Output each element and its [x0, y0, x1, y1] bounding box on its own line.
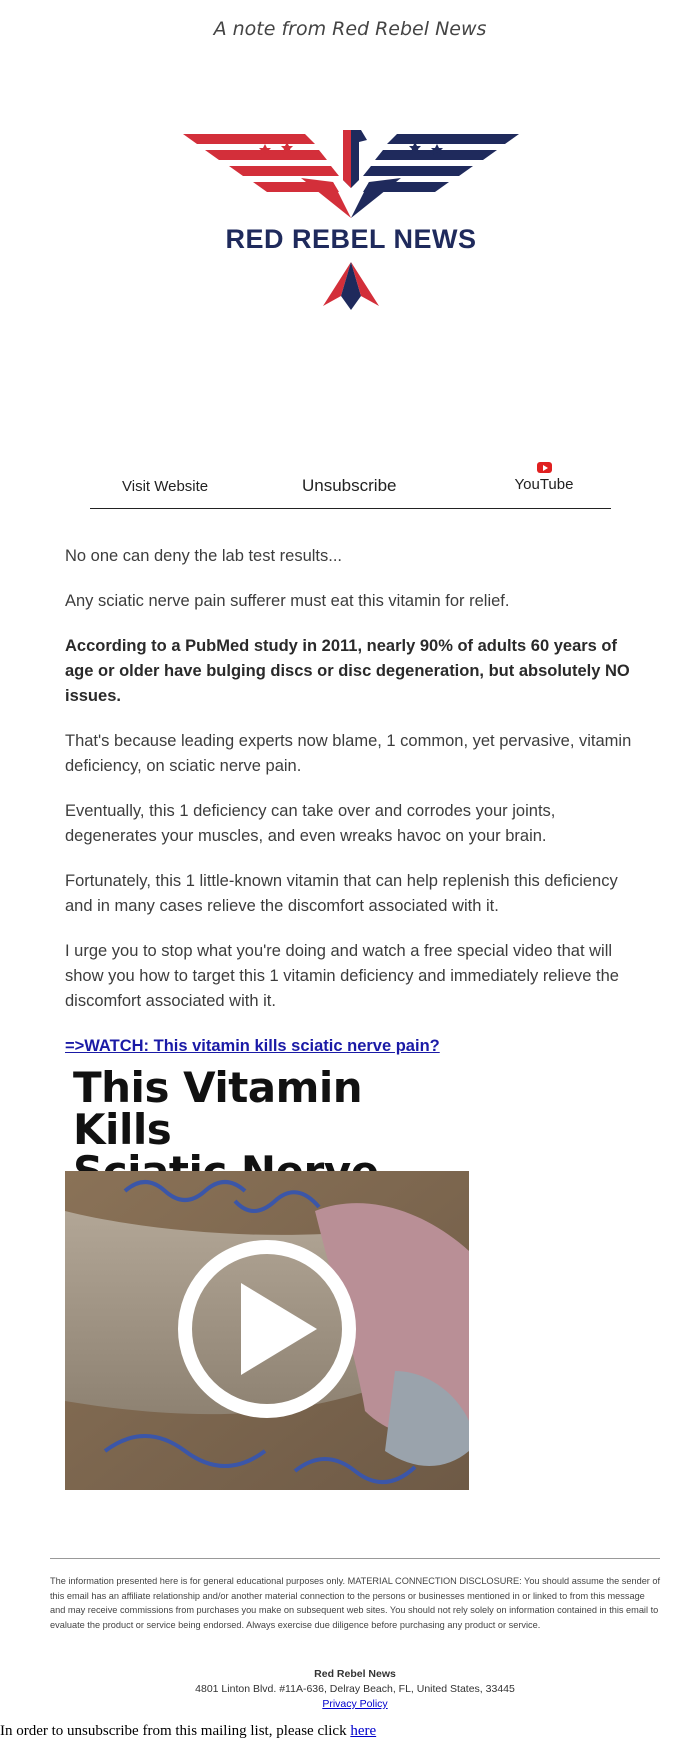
paragraph-7: I urge you to stop what you're doing and watch a free special video that will show you how to target this 1 vitamin deficiency and immediately relieve the discomfort associated with it.: [65, 942, 619, 1010]
paragraph-1: No one can deny the lab test results...: [65, 547, 342, 565]
eagle-logo-icon: [183, 128, 519, 224]
paragraph-4: That's because leading experts now blame, 1 common, yet pervasive, vitamin deficiency, on sciatic nerve pain.: [65, 732, 632, 775]
video-thumbnail[interactable]: [65, 1063, 469, 1490]
paragraph-3-bold: According to a PubMed study in 2011, nearly 90% of adults 60 years of age or older have bulging discs or disc degeneration, but absolutely NO issues.: [65, 637, 630, 705]
youtube-label: YouTube: [514, 476, 574, 493]
unsubscribe-here-link[interactable]: here: [350, 1723, 377, 1739]
video-preview-image[interactable]: [65, 1171, 469, 1490]
visit-website-link[interactable]: Visit Website: [122, 478, 209, 495]
email-body: [65, 544, 645, 1059]
unsubscribe-note-text: In order to unsubscribe from this mailing list, please click: [0, 1723, 351, 1739]
logo-tail-icon: [183, 260, 519, 312]
privacy-policy-link[interactable]: Privacy Policy: [322, 1698, 388, 1710]
paragraph-5: Eventually, this 1 deficiency can take over and corrodes your joints, degenerates your muscles, and even wreaks havoc on your brain.: [65, 802, 556, 845]
unsubscribe-note: [0, 1723, 376, 1740]
company-info: [0, 1667, 700, 1712]
youtube-icon: [537, 462, 552, 473]
video-still: [65, 1171, 469, 1490]
paragraph-6: Fortunately, this 1 little-known vitamin that can help replenish this deficiency and in many cases relieve the discomfort associated with it.: [65, 872, 618, 915]
top-nav: [90, 458, 611, 509]
unsubscribe-link[interactable]: Unsubscribe: [302, 476, 397, 495]
company-address: 4801 Linton Blvd. #11A-636, Delray Beach, FL, United States, 33445: [195, 1683, 515, 1695]
header-note: A note from Red Rebel News: [213, 18, 487, 40]
paragraph-2: Any sciatic nerve pain sufferer must eat this vitamin for relief.: [65, 592, 510, 610]
brand-logo: [183, 128, 519, 310]
company-name: Red Rebel News: [314, 1668, 396, 1680]
logo-wordmark: RED REBEL NEWS: [225, 224, 477, 254]
watch-video-link[interactable]: =>WATCH: This vitamin kills sciatic nerve pain?: [65, 1037, 440, 1055]
youtube-link[interactable]: [504, 462, 584, 493]
footer-divider: [50, 1558, 660, 1559]
disclaimer-text: The information presented here is for general educational purposes only. MATERIAL CONNECTION DISCLOSURE: You should assume the sender of this email has an affiliate relationship and/or another material connection to the persons or businesses mentioned in or linked to from this message and may receive commissions from purchases you make on subsequent web sites. You should not rely solely on information contained in this email to evaluate the product or service being endorsed. Always exercise due diligence before purchasing any product or service.: [50, 1576, 661, 1630]
video-headline-line-1: This Vitamin Kills: [73, 1063, 363, 1154]
